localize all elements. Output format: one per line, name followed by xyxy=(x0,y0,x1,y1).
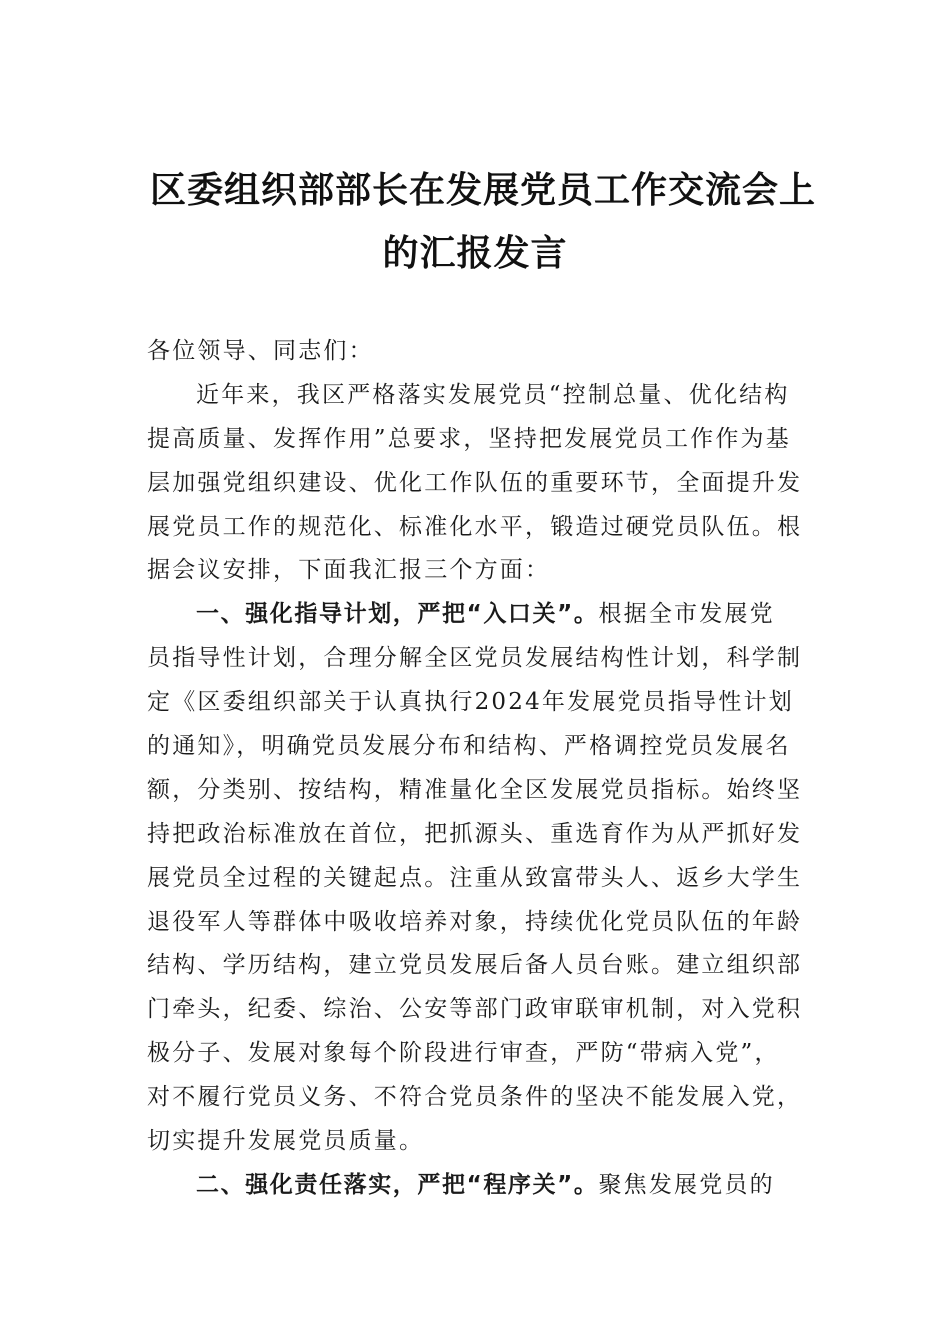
section-1-line: 定《区委组织部关于认真执行2024年发展党员指导性计划 xyxy=(147,689,794,716)
section-1-first-line xyxy=(147,593,812,637)
section-1-line: 持把政治标准放在首位，把抓源头、重选育作为从严抓好发 xyxy=(147,820,803,847)
section-2-first-line-text: 聚焦发展党员的 xyxy=(598,1171,775,1198)
section-1-line: 对不履行党员义务、不符合党员条件的坚决不能发展入党， xyxy=(147,1084,803,1111)
section-1-line: 切实提升发展党员质量。 xyxy=(147,1128,425,1155)
section-1-line: 额，分类别、按结构，精准量化全区发展党员指标。始终坚 xyxy=(147,776,803,803)
intro-line: 近年来，我区严格落实发展党员“控制总量、优化结构 xyxy=(196,381,790,408)
section-2-heading: 二、强化责任落实，严把“程序关”。 xyxy=(196,1171,599,1198)
section-1-first-line-text: 根据全市发展党 xyxy=(598,601,775,628)
intro-line: 据会议安排，下面我汇报三个方面： xyxy=(147,557,551,584)
section-1-line: 极分子、发展对象每个阶段进行审查，严防“带病入党”， xyxy=(147,1040,780,1067)
document-title-line-1: 区委组织部部长在发展党员工作交流会上 xyxy=(150,169,817,211)
intro-line: 层加强党组织建设、优化工作队伍的重要环节，全面提升发 xyxy=(147,469,803,496)
intro-line: 展党员工作的规范化、标准化水平，锻造过硬党员队伍。根 xyxy=(147,513,803,540)
section-1-line: 的通知》，明确党员发展分布和结构、严格调控党员发展名 xyxy=(147,733,791,760)
section-1-line: 退役军人等群体中吸收培养对象，持续优化党员队伍的年龄 xyxy=(147,908,803,935)
section-1-line: 结构、学历结构，建立党员发展后备人员台账。建立组织部 xyxy=(147,952,803,979)
section-1-heading: 一、强化指导计划，严把“入口关”。 xyxy=(196,601,599,628)
intro-line: 提高质量、发挥作用”总要求，坚持把发展党员工作作为基 xyxy=(147,425,791,452)
section-1-line: 门牵头，纪委、综治、公安等部门政审联审机制，对入党积 xyxy=(147,996,803,1023)
document-body xyxy=(147,330,812,1208)
document-title-line-2: 的汇报发言 xyxy=(382,232,568,274)
section-1-line: 员指导性计划，合理分解全区党员发展结构性计划，科学制 xyxy=(147,645,803,672)
section-2-first-line xyxy=(147,1164,812,1208)
salutation: 各位领导、同志们： xyxy=(147,338,374,364)
section-1-line: 展党员全过程的关键起点。注重从致富带头人、返乡大学生 xyxy=(147,864,803,891)
